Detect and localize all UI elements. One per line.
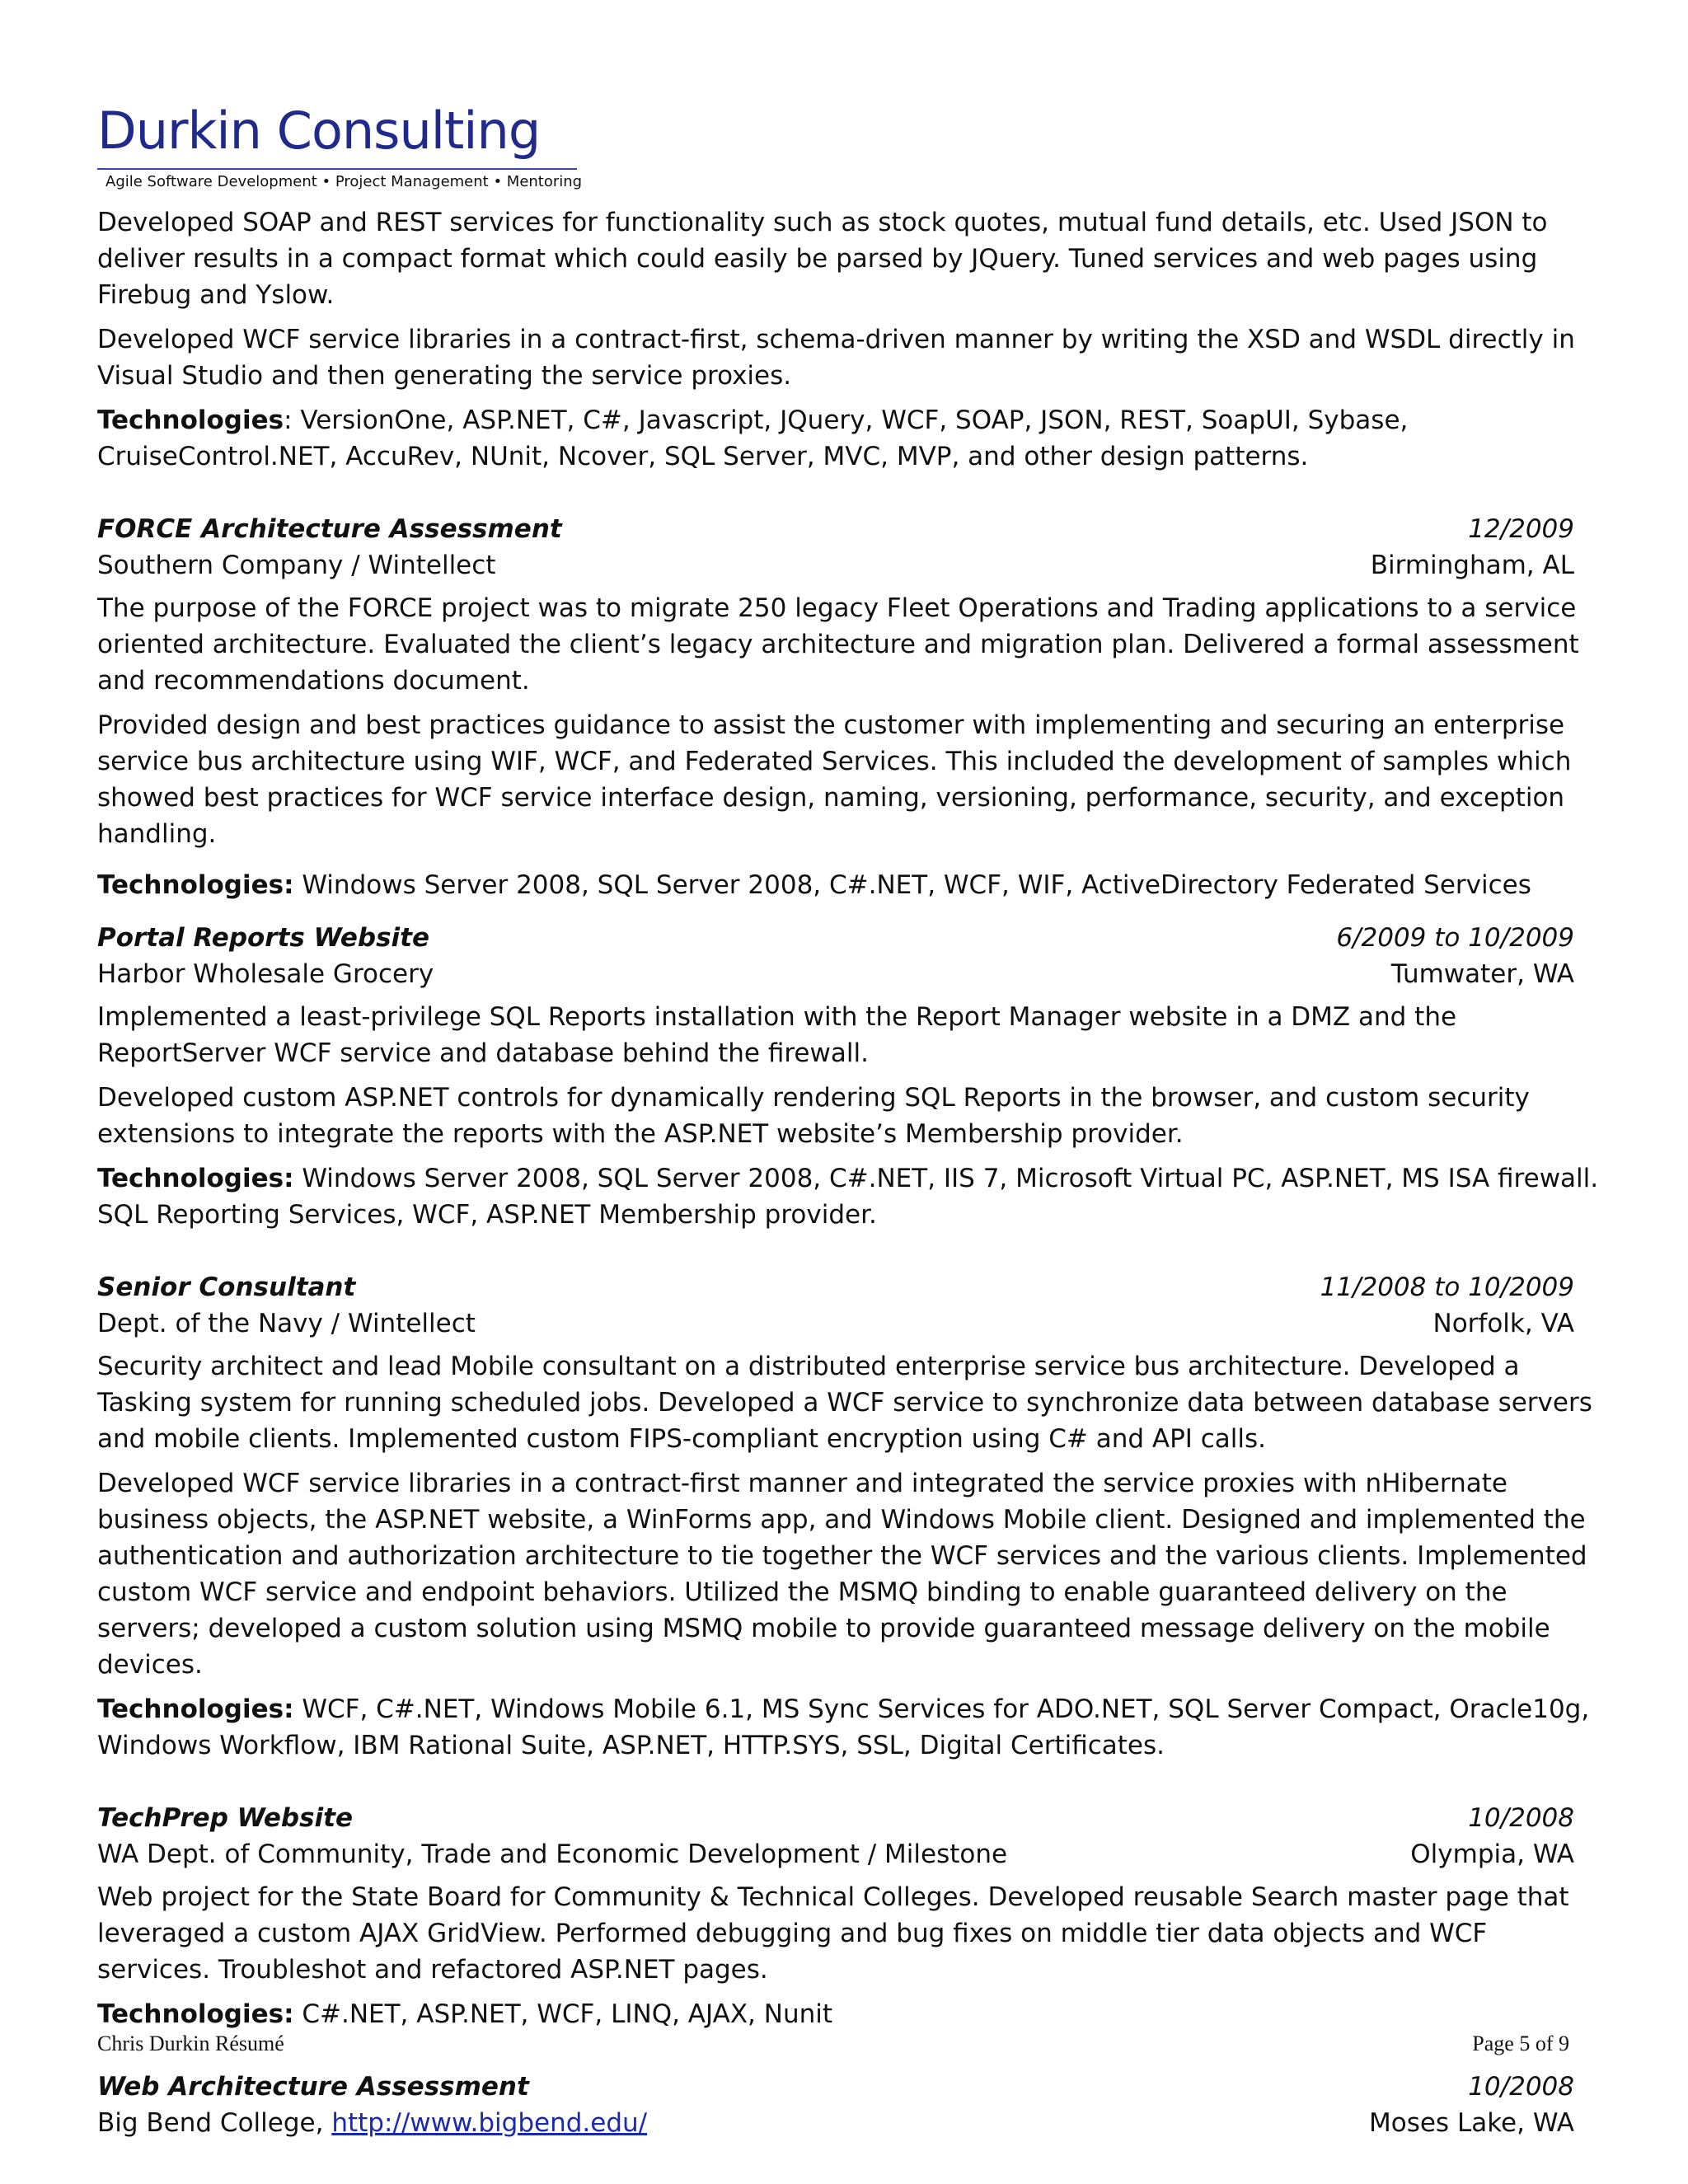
- project-location: Moses Lake, WA: [1369, 2108, 1574, 2138]
- project-subheader: [97, 956, 1599, 992]
- footer-page-number: Page 5 of 9: [1472, 2032, 1569, 2055]
- client-website-link[interactable]: http://www.bigbend.edu/: [331, 2108, 648, 2138]
- technologies-label: Technologies:: [97, 1694, 294, 1724]
- project-paragraph: Security architect and lead Mobile consultant on a distributed enterprise service bus architecture. Developed a Tasking system for running scheduled jobs. Developed a WCF service to synchronize data between database servers and mobile clients. Implemented custom FIPS-compliant encryption using C# and API calls.: [97, 1352, 1592, 1454]
- page-footer: [97, 2032, 1569, 2056]
- project-subheader: [97, 1836, 1599, 1872]
- project-header: [97, 2069, 1599, 2105]
- project-date: 10/2008: [1468, 2072, 1574, 2102]
- technologies-label: Technologies:: [97, 1999, 294, 2029]
- project-force: [97, 511, 1599, 903]
- project-client: Harbor Wholesale Grocery: [97, 959, 434, 989]
- project-title: Web Architecture Assessment: [97, 2072, 529, 2102]
- project-portal-reports: [97, 920, 1599, 1233]
- project-client: Dept. of the Navy / Wintellect: [97, 1309, 476, 1338]
- project-date: 12/2009: [1468, 514, 1574, 544]
- intro-paragraph-1: Developed SOAP and REST services for functionality such as stock quotes, mutual fund details, etc. Used JSON to deliver results in a compact format which could easily be parsed by JQuery. Tuned services and web pages using Firebug and Yslow.: [97, 208, 1548, 310]
- project-location: Olympia, WA: [1410, 1840, 1574, 1869]
- project-client: [97, 2105, 647, 2141]
- project-subheader: [97, 547, 1599, 583]
- project-header: [97, 1800, 1599, 1836]
- company-logo-text: Durkin Consulting: [97, 101, 541, 161]
- project-location: Tumwater, WA: [1390, 959, 1574, 989]
- project-senior-consultant: [97, 1269, 1599, 1764]
- project-client: WA Dept. of Community, Trade and Economic Development / Milestone: [97, 1840, 1008, 1869]
- technologies-list: C#.NET, ASP.NET, WCF, LINQ, AJAX, Nunit: [293, 1999, 833, 2029]
- technologies-list: WCF, C#.NET, Windows Mobile 6.1, MS Sync Services for ADO.NET, SQL Server Compact, Oracle10g, Windows Workflow, IBM Rational Suite, ASP.NET, HTTP.SYS, SSL, Digital Certificates.: [97, 1694, 1590, 1760]
- project-header: [97, 920, 1599, 956]
- project-date: 6/2009 to 10/2009: [1336, 923, 1574, 953]
- letterhead-rule: [97, 168, 577, 170]
- resume-content: [97, 204, 1599, 2148]
- letterhead: [97, 101, 583, 190]
- intro-paragraph-2: Developed WCF service libraries in a contract-first, schema-driven manner by writing the XSD and WSDL directly in Visual Studio and then generating the service proxies.: [97, 325, 1575, 391]
- project-paragraph: The purpose of the FORCE project was to migrate 250 legacy Fleet Operations and Trading applications to a service oriented architecture. Evaluated the client’s legacy architecture and migration plan. Delivered a formal assessment and recommendations document.: [97, 593, 1579, 696]
- project-technologies: [97, 1996, 1599, 2032]
- intro-technologies: [97, 402, 1599, 475]
- project-web-architecture: [97, 2069, 1599, 2141]
- project-technologies: [97, 867, 1599, 903]
- project-date: 10/2008: [1468, 1803, 1574, 1833]
- project-date: 11/2008 to 10/2009: [1320, 1272, 1574, 1302]
- project-paragraph: Developed custom ASP.NET controls for dynamically rendering SQL Reports in the browser, and custom security extensions to integrate the reports with the ASP.NET website’s Membership provider.: [97, 1083, 1530, 1149]
- project-techprep: [97, 1800, 1599, 2032]
- client-name: Big Bend College,: [97, 2108, 332, 2138]
- project-paragraph: Implemented a least-privilege SQL Reports installation with the Report Manager website in a DMZ and the ReportServer WCF service and database behind the firewall.: [97, 1002, 1457, 1068]
- project-title: Portal Reports Website: [97, 923, 429, 953]
- project-client: Southern Company / Wintellect: [97, 551, 496, 580]
- project-header: [97, 511, 1599, 547]
- intro-block: [97, 204, 1599, 475]
- project-paragraph: Web project for the State Board for Community & Technical Colleges. Developed reusable Search master page that leveraged a custom AJAX GridView. Performed debugging and bug fixes on middle tier data objects and WCF services. Troubleshot and refactored ASP.NET pages.: [97, 1882, 1569, 1985]
- technologies-list: Windows Server 2008, SQL Server 2008, C#.NET, IIS 7, Microsoft Virtual PC, ASP.NET, MS ISA firewall. SQL Reporting Services, WCF, ASP.NET Membership provider.: [97, 1164, 1599, 1230]
- technologies-list: : VersionOne, ASP.NET, C#, Javascript, JQuery, WCF, SOAP, JSON, REST, SoapUI, Sybase, CruiseControl.NET, AccuRev, NUnit, Ncover, SQL Server, MVC, MVP, and other design patterns.: [97, 405, 1409, 471]
- project-location: Birmingham, AL: [1370, 551, 1574, 580]
- project-title: Senior Consultant: [97, 1272, 356, 1302]
- project-title: FORCE Architecture Assessment: [97, 514, 562, 544]
- project-paragraph: Developed WCF service libraries in a contract-first manner and integrated the service proxies with nHibernate business objects, the ASP.NET website, a WinForms app, and Windows Mobile client. Designed and implemented the authentication and authorization architecture to tie together the WCF services and the various clients. Implemented custom WCF service and endpoint behaviors. Utilized the MSMQ binding to enable guaranteed delivery on the servers; developed a custom solution using MSMQ mobile to provide guaranteed message delivery on the mobile devices.: [97, 1469, 1587, 1680]
- project-subheader: [97, 1305, 1599, 1342]
- project-title: TechPrep Website: [97, 1803, 354, 1833]
- footer-document-name: Chris Durkin Résumé: [97, 2032, 284, 2055]
- project-subheader: [97, 2105, 1599, 2141]
- technologies-list: Windows Server 2008, SQL Server 2008, C#.NET, WCF, WIF, ActiveDirectory Federated Services: [293, 870, 1531, 900]
- technologies-label: Technologies:: [97, 1164, 294, 1193]
- project-header: [97, 1269, 1599, 1305]
- project-technologies: [97, 1691, 1599, 1764]
- technologies-label: Technologies:: [97, 870, 294, 900]
- project-paragraph: Provided design and best practices guidance to assist the customer with implementing and securing an enterprise service bus architecture using WIF, WCF, and Federated Services. This included the development of samples which showed best practices for WCF service interface design, naming, versioning, performance, security, and exception handling.: [97, 710, 1572, 849]
- technologies-label: Technologies: [97, 405, 284, 435]
- project-technologies: [97, 1160, 1599, 1233]
- project-location: Norfolk, VA: [1432, 1309, 1574, 1338]
- company-tagline: Agile Software Development • Project Management • Mentoring: [106, 173, 583, 190]
